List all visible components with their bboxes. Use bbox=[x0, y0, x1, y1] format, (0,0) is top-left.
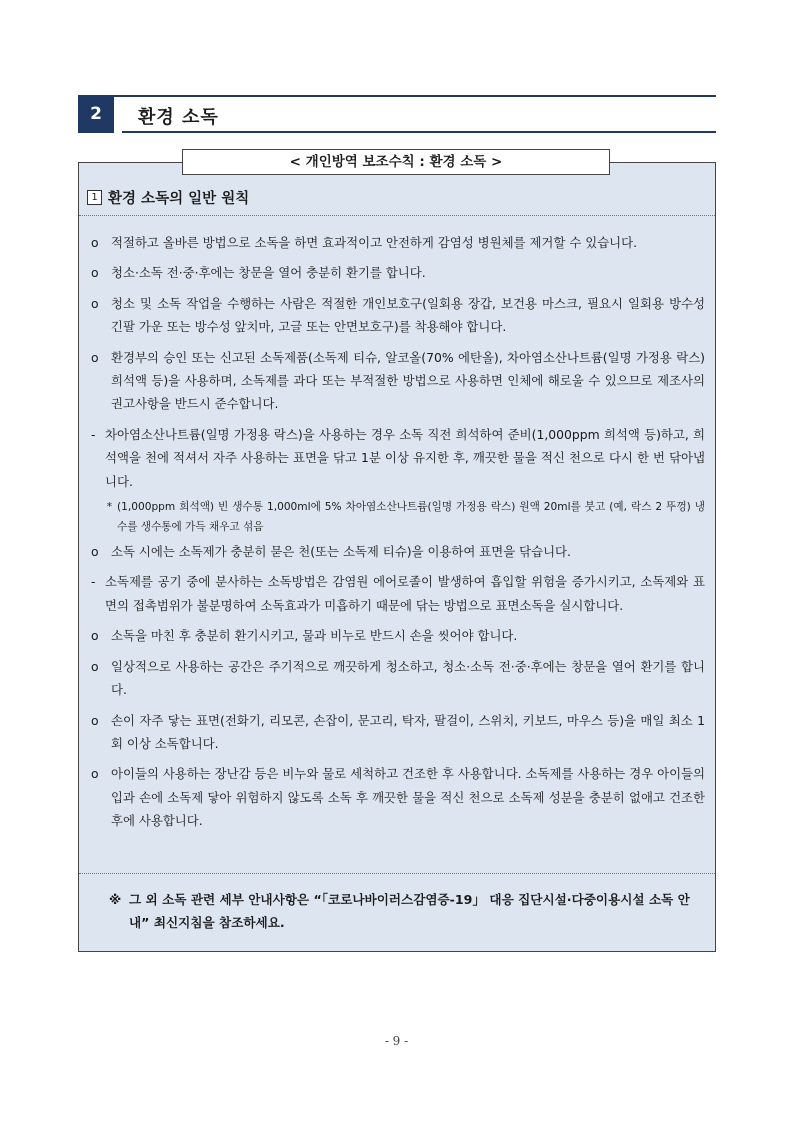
bullet-marker: o bbox=[91, 295, 99, 311]
list-item bbox=[91, 624, 705, 647]
list-item-text: 청소·소독 전·중·후에는 창문을 열어 충분히 환기를 합니다. bbox=[111, 265, 426, 281]
subheading-number: 1 bbox=[87, 190, 102, 205]
list-item bbox=[91, 261, 705, 284]
header-rule-bottom bbox=[122, 131, 716, 133]
list-item-text: 환경부의 승인 또는 신고된 소독제품(소독제 티슈, 알코올(70% 에탄올), 차아염소산나트륨(일명 가정용 락스) 희석액 등)을 사용하며, 소독제를 과다 또는 부적절한 방법으로 사용하면 인체에 해로울 수 있으므로 제조사의 권고사항을 반드시 준수합니다. bbox=[111, 349, 705, 412]
list-item bbox=[91, 709, 705, 756]
list-item bbox=[91, 655, 705, 702]
reference-note bbox=[109, 888, 701, 934]
asterisk-marker: * bbox=[106, 501, 112, 514]
bullet-marker: o bbox=[91, 349, 99, 365]
list-item bbox=[91, 423, 705, 493]
divider-top bbox=[79, 215, 715, 216]
bullet-marker: o bbox=[91, 235, 99, 250]
subheading bbox=[87, 187, 249, 208]
reference-text: 그 외 소독 관련 세부 안내사항은 “「코로나바이러스감염증-19」 대응 집단시설·다중이용시설 소독 안내” 최신지침을 참조하세요. bbox=[129, 892, 690, 930]
bullet-marker: o bbox=[91, 712, 99, 728]
list-item-text: 소독제를 공기 중에 분사하는 소독방법은 감염원 에어로졸이 발생하여 흡입할 위험을 증가시키고, 소독제와 표면의 접촉범위가 불분명하여 소독효과가 미흡하기 때문에 닦는 방법으로 표면소독을 실시합니다. bbox=[105, 574, 705, 613]
reference-marker: ※ bbox=[109, 892, 122, 907]
subheading-text: 환경 소독의 일반 원칙 bbox=[108, 191, 250, 207]
guideline-list bbox=[91, 231, 705, 840]
header-rule-top bbox=[114, 95, 716, 97]
list-item-text: 손이 자주 닿는 표면(전화기, 리모콘, 손잡이, 문고리, 탁자, 팔걸이, 스위치, 키보드, 마우스 등)을 매일 최소 1회 이상 소독합니다. bbox=[111, 712, 705, 751]
bullet-marker: o bbox=[91, 544, 99, 560]
list-item bbox=[91, 540, 705, 563]
list-item bbox=[91, 292, 705, 339]
list-item-text: 청소 및 소독 작업을 수행하는 사람은 적절한 개인보호구(일회용 장갑, 보건용 마스크, 필요시 일회용 방수성 긴팔 가운 또는 방수성 앞치마, 고글 또는 안면보호구)를 착용해야 합니다. bbox=[111, 295, 705, 335]
list-item bbox=[91, 231, 705, 254]
list-item-text: 아이들의 사용하는 장난감 등은 비누와 물로 세척하고 건조한 후 사용합니다. 소독제를 사용하는 경우 아이들의 입과 손에 소독제 닿아 위험하지 않도록 소독 후 깨끗한 물을 적신 천으로 소독제 성분을 충분히 없애고 건조한 후에 사용합니다. bbox=[111, 766, 705, 829]
dash-marker: - bbox=[91, 574, 96, 590]
guideline-box bbox=[78, 162, 716, 952]
page-number: - 9 - bbox=[384, 1034, 409, 1048]
bullet-marker: o bbox=[91, 628, 99, 644]
dilution-note bbox=[91, 497, 705, 537]
list-item bbox=[91, 346, 705, 416]
list-item-text: 소독을 마친 후 충분히 환기시키고, 물과 비누로 반드시 손을 씻어야 합니다. bbox=[111, 628, 518, 644]
dash-marker: - bbox=[91, 426, 96, 442]
section-header bbox=[78, 95, 716, 133]
box-title: < 개인방역 보조수칙 : 환경 소독 > bbox=[182, 149, 610, 175]
bullet-marker: o bbox=[91, 658, 99, 674]
bullet-marker: o bbox=[91, 766, 99, 782]
list-item bbox=[91, 762, 705, 832]
list-item-text: 차아염소산나트륨(일명 가정용 락스)을 사용하는 경우 소독 직전 희석하여 준비(1,000ppm 희석액 등)하고, 희석액을 천에 적셔서 자주 사용하는 표면을 닦고 1분 이상 유지한 후, 깨끗한 물을 적신 천으로 다시 한 번 닦아냅니다. bbox=[105, 426, 705, 489]
bullet-marker: o bbox=[91, 265, 99, 281]
list-item-text: 소독 시에는 소독제가 충분히 묻은 천(또는 소독제 티슈)을 이용하여 표면을 닦습니다. bbox=[111, 544, 571, 560]
list-item-text: (1,000ppm 희석액) 빈 생수통 1,000ml에 5% 차아염소산나트륨(일명 가정용 락스) 원액 20ml를 붓고 (예, 락스 2 뚜껑) 냉수를 생수통에 가득 채우고 섞음 bbox=[117, 501, 705, 534]
section-title: 환경 소독 bbox=[138, 107, 219, 128]
section-number: 2 bbox=[78, 95, 114, 133]
divider-bottom bbox=[79, 873, 715, 874]
list-item bbox=[91, 570, 705, 617]
list-item-text: 적절하고 올바른 방법으로 소독을 하면 효과적이고 안전하게 감염성 병원체를 제거할 수 있습니다. bbox=[111, 235, 638, 250]
list-item-text: 일상적으로 사용하는 공간은 주기적으로 깨끗하게 청소하고, 청소·소독 전·중·후에는 창문을 열어 환기를 합니다. bbox=[111, 658, 705, 698]
